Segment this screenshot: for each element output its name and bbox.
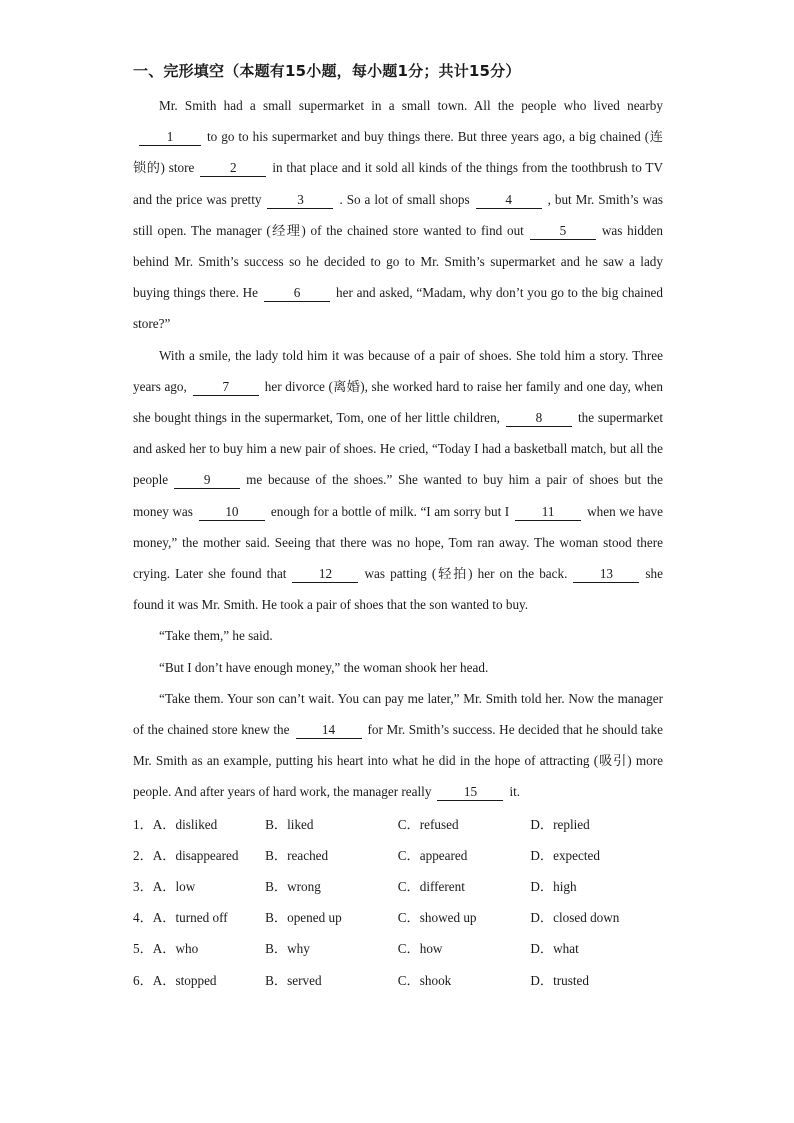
passage-paragraph-4: “But I don’t have enough money,” the woman shook her head. bbox=[159, 659, 489, 675]
passage-text: me because of the shoes.” She wanted to buy him a pair of shoes but the money was bbox=[133, 472, 663, 519]
question-number: 5． bbox=[133, 941, 153, 957]
question-2-option-a bbox=[133, 840, 265, 871]
question-1-option-c: C．refused bbox=[397, 816, 459, 832]
blank-7: 7 bbox=[193, 379, 259, 396]
blank-5: 5 bbox=[530, 223, 596, 240]
blank-10: 10 bbox=[199, 504, 265, 521]
blank-2: 2 bbox=[200, 160, 266, 177]
question-4-option-a bbox=[133, 902, 265, 933]
blank-8: 8 bbox=[506, 410, 572, 427]
question-6-option-d: D．trusted bbox=[530, 972, 589, 988]
question-3-option-b: B．wrong bbox=[265, 879, 321, 895]
question-5-options bbox=[133, 933, 663, 964]
passage-paragraph-1 bbox=[133, 90, 663, 340]
section-title: 一、完形填空（本题有15小题，每小题1分；共计15分） bbox=[133, 62, 521, 80]
blank-15: 15 bbox=[437, 784, 503, 801]
passage-text: , but Mr. Smith’s was still open. The manager (经理) of the chained store wanted to find out bbox=[133, 191, 663, 238]
passage-paragraph-3: “Take them,” he said. bbox=[159, 628, 273, 644]
question-4-option-b: B．opened up bbox=[265, 910, 342, 926]
question-5-option-a bbox=[133, 933, 265, 964]
question-3-option-c: C．different bbox=[397, 879, 465, 895]
question-2-options bbox=[133, 840, 663, 871]
question-5-option-b: B．why bbox=[265, 941, 310, 957]
question-5-option-d: D．what bbox=[530, 941, 579, 957]
passage-text: With a smile, the lady told him it was because of a pair of shoes. She told him a story. Three years ago, bbox=[133, 347, 663, 394]
question-4-options bbox=[133, 902, 663, 933]
passage-text: Mr. Smith had a small supermarket in a small town. All the people who lived nearby bbox=[159, 98, 663, 113]
blank-11: 11 bbox=[515, 504, 581, 521]
answer-options bbox=[133, 809, 663, 996]
question-5-option-c: C．how bbox=[397, 941, 443, 957]
question-1-option-d: D．replied bbox=[530, 816, 590, 832]
question-1-option-a bbox=[133, 809, 265, 840]
blank-1: 1 bbox=[139, 129, 201, 146]
exam-page bbox=[133, 60, 663, 996]
passage-text: enough for a bottle of milk. “I am sorry but I bbox=[270, 503, 510, 519]
question-number: 1． bbox=[133, 816, 153, 832]
passage-text: her divorce (离婚), she worked hard to raise her family and one day, when she bought things in the supermarket, Tom, one of her little children, bbox=[133, 378, 663, 426]
question-6-options bbox=[133, 965, 663, 996]
question-4-option-d: D．closed down bbox=[530, 910, 620, 926]
option-text: A．disliked bbox=[152, 816, 218, 832]
option-text: A．low bbox=[152, 879, 196, 895]
passage-text: “Take them. Your son can’t wait. You can pay me later,” Mr. Smith told her. Now the manager of the chained store knew the bbox=[133, 690, 663, 738]
option-text: A．who bbox=[152, 941, 199, 957]
option-text: A．stopped bbox=[152, 972, 217, 988]
blank-12: 12 bbox=[292, 566, 358, 583]
passage-text: her and asked, “Madam, why don’t you go to the big chained store?” bbox=[133, 285, 664, 332]
question-number: 2． bbox=[133, 847, 153, 863]
passage-text: when we have money,” the mother said. Seeing that there was no hope, Tom ran away. The woman stood there crying. Later she found that bbox=[133, 503, 663, 582]
question-2-option-d: D．expected bbox=[530, 847, 600, 863]
question-6-option-a bbox=[133, 965, 265, 996]
passage-paragraph-2 bbox=[133, 340, 663, 621]
passage-text: . So a lot of small shops bbox=[339, 191, 470, 207]
blank-4: 4 bbox=[476, 192, 542, 209]
blank-13: 13 bbox=[573, 566, 639, 583]
question-3-option-d: D．high bbox=[530, 879, 577, 895]
question-number: 6． bbox=[133, 972, 153, 988]
question-1-options bbox=[133, 809, 663, 840]
passage-text: it. bbox=[509, 784, 521, 800]
passage-text: she found it was Mr. Smith. He took a pair of shoes that the son wanted to buy. bbox=[133, 566, 663, 613]
question-1-option-b: B．liked bbox=[265, 816, 314, 832]
passage-text: the supermarket and asked her to buy him a new pair of shoes. He cried, “Today I had a basketball match, but all the people bbox=[133, 410, 663, 488]
blank-6: 6 bbox=[264, 285, 330, 302]
question-3-option-a bbox=[133, 871, 265, 902]
question-3-options bbox=[133, 871, 663, 902]
passage-text: was patting (轻拍) her on the back. bbox=[364, 566, 568, 582]
blank-9: 9 bbox=[174, 472, 240, 489]
option-text: A．turned off bbox=[152, 910, 228, 926]
question-6-option-c: C．shook bbox=[397, 972, 452, 988]
question-number: 3． bbox=[133, 879, 153, 895]
passage-text: to go to his supermarket and buy things there. But three years ago, a big chained (连锁的) store bbox=[133, 129, 663, 176]
question-4-option-c: C．showed up bbox=[397, 910, 477, 926]
blank-14: 14 bbox=[296, 722, 362, 739]
question-6-option-b: B．served bbox=[265, 972, 322, 988]
question-number: 4． bbox=[133, 910, 153, 926]
option-text: A．disappeared bbox=[152, 847, 239, 863]
question-2-option-b: B．reached bbox=[265, 847, 329, 863]
passage-text: for Mr. Smith’s success. He decided that he should take Mr. Smith as an example, putting his heart into what he did in the hope of attracting (吸引) more people. And after years of hard work, the manager really bbox=[133, 722, 663, 800]
blank-3: 3 bbox=[267, 192, 333, 209]
passage-paragraph-5 bbox=[133, 683, 663, 808]
question-2-option-c: C．appeared bbox=[397, 847, 468, 863]
passage-text: in that place and it sold all kinds of the things from the toothbrush to TV and the price was pretty bbox=[133, 160, 663, 207]
passage-text: was hidden behind Mr. Smith’s success so he decided to go to Mr. Smith’s supermarket and he saw a lady buying things there. He bbox=[133, 222, 663, 301]
